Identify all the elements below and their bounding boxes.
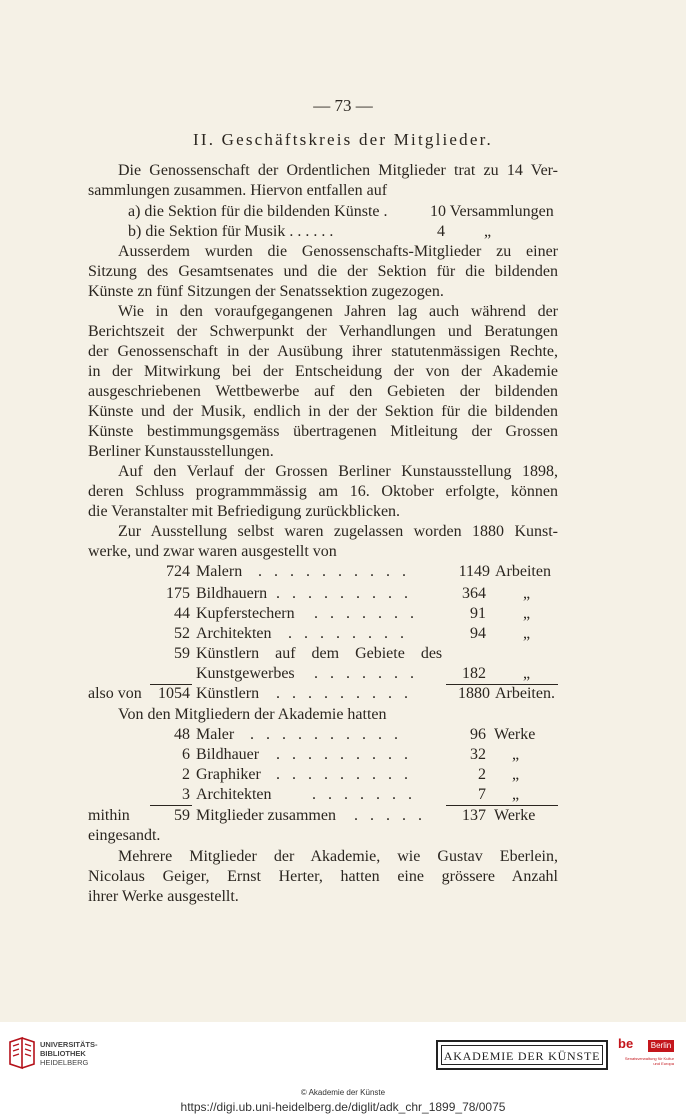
university-library-name — [40, 1040, 98, 1067]
list-item-a: a) die Sektion für die bildenden Künste . — [128, 203, 388, 220]
row-label: Graphiker — [196, 766, 261, 783]
total-unit: Werke — [494, 807, 536, 824]
leader-dots: . . . . . . . . — [288, 625, 408, 642]
row-label: Kunstgewerbes — [196, 665, 295, 682]
leader-dots: . . . . . . . . . . — [258, 563, 410, 580]
work-count: 364 — [462, 585, 486, 602]
unit: Arbeiten — [495, 563, 551, 580]
copyright-notice: © Akademie der Künste — [300, 1088, 386, 1097]
leader-dots: . . . . . . . — [312, 786, 416, 803]
text-line: Die Genossenschaft der Ordentlichen Mitglieder trat zu 14 Ver- — [118, 162, 558, 179]
unit: „ — [512, 746, 520, 763]
text-line: Künste und der Musik, endlich in der der Sektion für die bildenden — [88, 403, 558, 420]
leader-dots: . . . . . . . . . — [276, 746, 412, 763]
row-label: Malern — [196, 563, 243, 580]
unit: „ — [512, 786, 520, 803]
member-count: 3 — [182, 786, 190, 803]
page-number: — 73 — — [313, 96, 373, 115]
unit: Werke — [494, 726, 536, 743]
total-prefix: also von — [88, 685, 142, 702]
artist-count: 52 — [174, 625, 190, 642]
text-line: Berichtszeit der Schwerpunkt der Verhandlungen und Beratungen — [88, 323, 558, 340]
text-line: sammlungen zusammen. Hiervon entfallen auf — [88, 182, 388, 199]
section-heading: II. Geschäftskreis der Mitglieder. — [193, 130, 493, 149]
text-line: ausgeschriebenen Wettbewerbe auf den Gebieten der bildenden — [88, 383, 558, 400]
text-line: in der Mitwirkung bei der Entscheidung der von der Akademie — [88, 363, 558, 380]
akademie-logo-text: AKADEMIE DER KÜNSTE — [441, 1045, 603, 1065]
text-line: ihrer Werke ausgestellt. — [88, 888, 239, 905]
member-count: 48 — [174, 726, 190, 743]
text-line: die Veranstalter mit Befriedigung zurückblicken. — [88, 503, 401, 520]
text-line: Auf den Verlauf der Grossen Berliner Kunstausstellung 1898, — [118, 463, 558, 480]
artist-count: 44 — [174, 605, 190, 622]
text-line: deren Schluss programmmässig am 16. Oktober erfolgte, können — [88, 483, 558, 500]
text-line: Künste zn fünf Sitzungen der Senatssektion zugezogen. — [88, 283, 444, 300]
unit: „ — [523, 625, 531, 642]
text-line: werke, und zwar waren ausgestellt von — [88, 543, 337, 560]
text-line: Ausserdem wurden die Genossenschafts-Mitglieder zu einer — [118, 243, 558, 260]
row-label: Maler — [196, 726, 235, 743]
text-line: Nicolaus Geiger, Ernst Herter, hatten eine grössere Anzahl — [88, 868, 558, 885]
text-line: Berliner Kunstausstellungen. — [88, 443, 274, 460]
unit: „ — [523, 585, 531, 602]
member-count: 2 — [182, 766, 190, 783]
leader-dots: . . . . . — [354, 807, 426, 824]
row-label: Künstlern auf dem Gebiete des — [196, 645, 443, 662]
leader-dots: . . . . . . . — [314, 605, 418, 622]
row-label: Kupferstechern — [196, 605, 295, 622]
ditto-mark: „ — [484, 223, 492, 240]
unit: „ — [523, 605, 531, 622]
total-label: Mitglieder zusammen — [196, 807, 336, 824]
row-label: Bildhauer — [196, 746, 260, 763]
text-line: Mehrere Mitglieder der Akademie, wie Gustav Eberlein, — [118, 848, 558, 865]
artist-count: 724 — [166, 563, 190, 580]
row-label: Architekten — [196, 786, 272, 803]
berlin-senate-logo[interactable] — [618, 1036, 674, 1076]
work-count: 94 — [470, 625, 486, 642]
text-line: Wie in den voraufgegangenen Jahren lag auch während der — [118, 303, 558, 320]
total-work-count: 137 — [462, 807, 486, 824]
text-line: Von den Mitgliedern der Akademie hatten — [118, 706, 387, 723]
unit: „ — [512, 766, 520, 783]
row-label: Architekten — [196, 625, 272, 642]
total-work-count: 1880 — [458, 685, 490, 702]
text-line: der Genossenschaft in der Ausübung ihrer statutenmässigen Rechte, — [88, 343, 558, 360]
leader-dots: . . . . . . . . . — [276, 585, 412, 602]
permalink-url[interactable]: https://digi.ub.uni-heidelberg.de/diglit/adk_chr_1899_78/0075 — [180, 1100, 506, 1114]
work-count: 182 — [462, 665, 486, 682]
total-label: Künstlern — [196, 685, 260, 702]
unit: „ — [523, 665, 531, 682]
work-count: 91 — [470, 605, 486, 622]
total-prefix: mithin — [88, 807, 130, 824]
list-item-b: b) die Sektion für Musik . . . . . . — [128, 223, 334, 240]
work-count: 1149 — [458, 563, 490, 580]
leader-dots: . . . . . . . . . — [276, 766, 412, 783]
library-name-line: HEIDELBERG — [40, 1058, 89, 1067]
member-count: 6 — [182, 746, 190, 763]
library-name-line: BIBLIOTHEK — [40, 1049, 86, 1058]
work-count: 2 — [478, 766, 486, 783]
leader-dots: . . . . . . . — [314, 665, 418, 682]
artist-count: 175 — [166, 585, 190, 602]
row-label: Bildhauern — [196, 585, 268, 602]
total-unit: Arbeiten. — [495, 685, 555, 702]
total-member-count: 59 — [174, 807, 190, 824]
list-item-b-value: 4 — [437, 223, 445, 240]
artist-count: 59 — [174, 645, 190, 662]
university-library-logo-icon[interactable] — [8, 1036, 36, 1070]
berlin-logo-mark: be — [618, 1036, 634, 1051]
work-count: 32 — [470, 746, 486, 763]
work-count: 96 — [470, 726, 486, 743]
akademie-logo[interactable] — [436, 1040, 608, 1070]
text-line: Zur Ausstellung selbst waren zugelassen worden 1880 Kunst- — [118, 523, 558, 540]
leader-dots: . . . . . . . . . . — [250, 726, 402, 743]
text-line: Künste bestimmungsgemäss übertragenen Mitleitung der Grossen — [88, 423, 558, 440]
work-count: 7 — [478, 786, 486, 803]
berlin-logo-subtitle: Senatsverwaltung für Kultur und Europa — [624, 1056, 674, 1066]
total-artist-count: 1054 — [158, 685, 190, 702]
berlin-logo-tag: Berlin — [648, 1040, 674, 1052]
library-name-line: UNIVERSITÄTS- — [40, 1040, 98, 1049]
text-line: Sitzung des Gesamtsenates und die der Sektion für die bildenden — [88, 263, 558, 280]
text-line: eingesandt. — [88, 827, 161, 844]
list-item-a-value: 10 Versammlungen — [430, 203, 554, 220]
leader-dots: . . . . . . . . . — [276, 685, 412, 702]
